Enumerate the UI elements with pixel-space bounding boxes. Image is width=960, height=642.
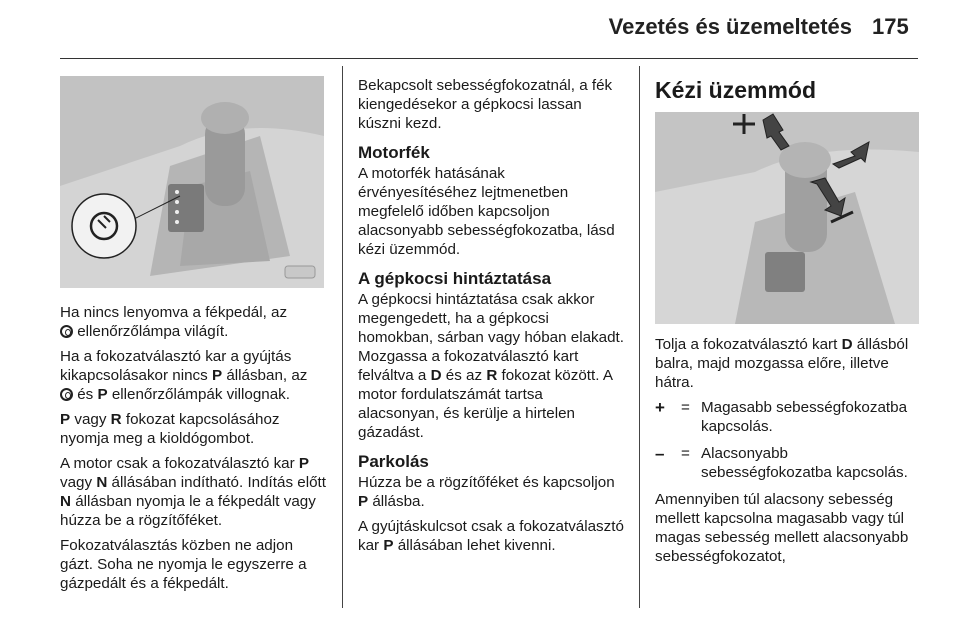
column-separator-1: [342, 66, 343, 608]
paragraph-5: Fokozatválasztás közben ne adjon gázt. Soha ne nyomja le egyszerre a gázpedált és a fékpedált.: [60, 537, 307, 592]
heading-motorfek: Motorfék: [358, 143, 430, 162]
manual-mode-image: [655, 112, 919, 324]
minus-icon: –: [655, 444, 665, 463]
page-number: 175: [872, 14, 909, 39]
paragraph-warning: Amennyiben túl alacsony sebesség mellett kapcsolna magasabb vagy túl magas sebesség mellett alacsonyabb sebességfokozatot,: [655, 491, 909, 565]
column-1: [60, 303, 326, 599]
paragraph-creep: Bekapcsolt sebességfokozatnál, a fék kiengedésekor a gépkocsi lassan kúszni kezd.: [358, 77, 613, 132]
column-3: [655, 76, 921, 104]
brake-lamp-icon: [60, 325, 73, 338]
legend-upshift: + = Magasabb sebességfokozatba kapcsolás.: [655, 398, 908, 435]
paragraph-motorfek: A motorfék hatásának érvényesítéséhez lejtmenetben megfelelő időben kapcsoljon alacsonyabb sebességfokozatba, lásd kézi üzemmód.: [358, 165, 615, 258]
paragraph-3: P vagy R fokozat kapcsolásához nyomja meg a kioldógombot.: [60, 411, 280, 447]
heading-kezi-uzemmod: Kézi üzemmód: [655, 77, 817, 103]
heading-hintaztatas: A gépkocsi hintáztatása: [358, 269, 552, 288]
paragraph-hintaztatas: A gépkocsi hintáztatása csak akkor megengedett, ha a gépkocsi homokban, sárban vagy hóban elakadt. Mozgassa a fokozatválasztó kart felváltva a D és az R fokozat között. A motor fordulatszámát tartsa alacsonyan, és kerülje a hirtelen gázadást.: [358, 291, 624, 441]
plus-icon: +: [655, 398, 665, 417]
paragraph-1: Ha nincs lenyomva a fékpedál, az ellenőrzőlámpa világít.: [60, 304, 288, 340]
paragraph-2: Ha a fokozatválasztó kar a gyújtás kikapcsolásakor nincs P állásban, az és P ellenőrzőlámpák villognak.: [60, 348, 308, 403]
gear-selector-image: [60, 76, 324, 288]
paragraph-manual: Tolja a fokozatválasztó kart D állásból balra, majd mozgassa előre, illetve hátra.: [655, 336, 909, 391]
paragraph-key: A gyújtáskulcsot csak a fokozatválasztó kar P állásában lehet kivenni.: [358, 518, 624, 554]
column-3-body: [655, 335, 923, 572]
header-rule: [60, 58, 918, 59]
paragraph-parkolas: Húzza be a rögzítőféket és kapcsoljon P állásba.: [358, 474, 615, 510]
legend-downshift: – = Alacsonyabb sebességfokozatba kapcsolás.: [655, 444, 908, 481]
page-header-title: Vezetés és üzemeltetés: [608, 14, 852, 39]
heading-parkolas: Parkolás: [358, 452, 429, 471]
brake-lamp-icon: [60, 388, 73, 401]
paragraph-4: A motor csak a fokozatválasztó kar P vagy N állásában indítható. Indítás előtt N állásban nyomja le a fékpedált vagy húzza be a rögzítőféket.: [60, 455, 326, 529]
column-separator-2: [639, 66, 640, 608]
column-2: [358, 76, 626, 561]
